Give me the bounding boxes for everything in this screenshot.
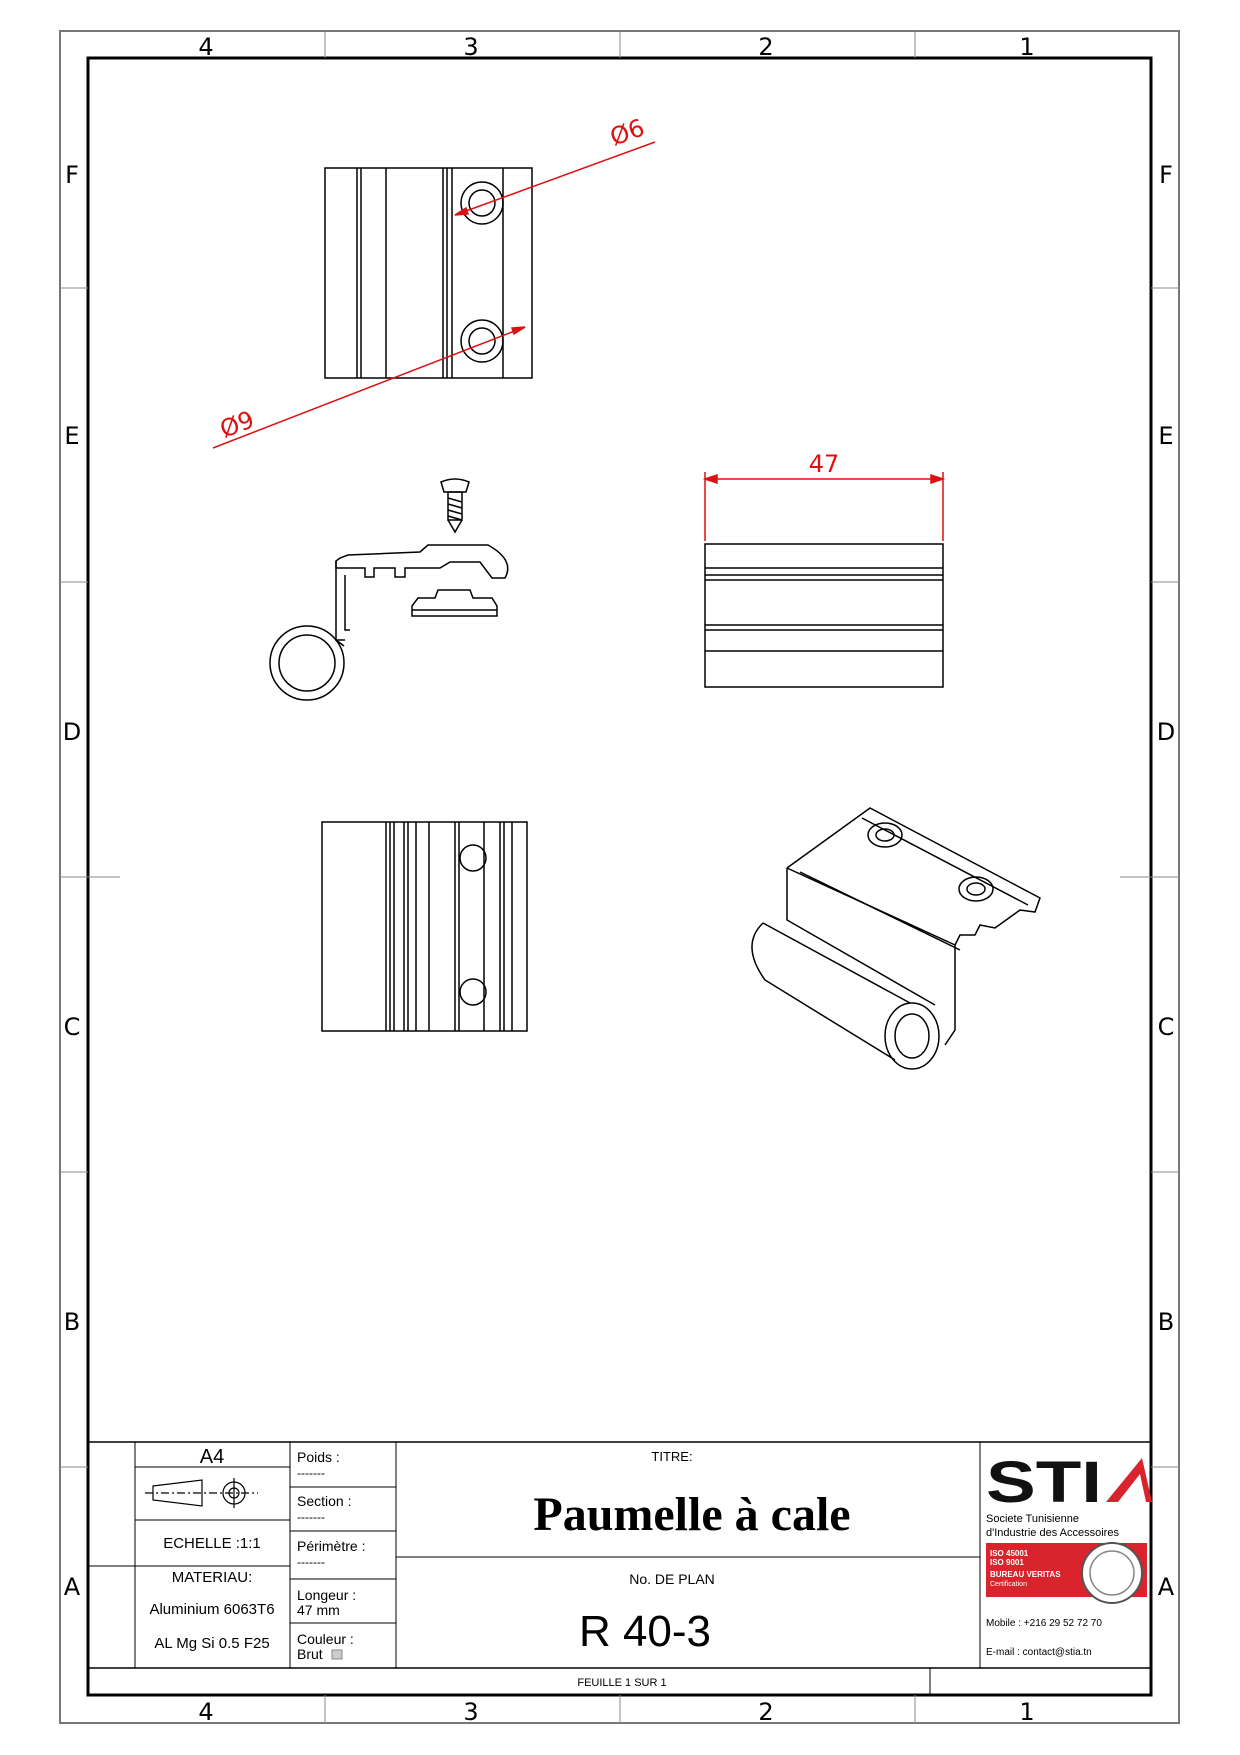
company-block	[986, 1450, 1152, 1658]
zone-row-left-b: B	[63, 1308, 81, 1336]
top-view	[325, 168, 532, 378]
zone-row-left-e: E	[64, 422, 80, 450]
zone-row-right-c: C	[1157, 1013, 1175, 1041]
company-mobile: Mobile : +216 29 52 72 70	[986, 1618, 1102, 1629]
length-label: Longeur :	[297, 1587, 357, 1603]
plan-number-label: No. DE PLAN	[629, 1571, 715, 1587]
section-label: Section :	[297, 1493, 352, 1509]
company-logo: STI	[986, 1450, 1102, 1515]
zone-row-left-a: A	[63, 1573, 81, 1601]
cert-line-4: Certification	[990, 1581, 1027, 1588]
length-dimension	[705, 472, 943, 541]
bureau-veritas-seal-icon	[1082, 1543, 1142, 1603]
format-label: A4	[199, 1446, 225, 1468]
dim-length: 47	[808, 450, 840, 478]
projection-symbol	[145, 1478, 258, 1508]
zone-row-right-e: E	[1158, 422, 1174, 450]
sheet-count: FEUILLE 1 SUR 1	[577, 1677, 667, 1689]
zone-col-top-3: 3	[463, 33, 479, 61]
isometric-view	[752, 808, 1040, 1069]
scale-label: ECHELLE :1:1	[163, 1535, 261, 1552]
zone-row-right-f: F	[1159, 161, 1173, 189]
company-name-line-1: Societe Tunisienne	[986, 1513, 1079, 1525]
company-email: E-mail : contact@stia.tn	[986, 1647, 1092, 1658]
color-value: Brut	[297, 1646, 323, 1662]
cert-line-3: BUREAU VERITAS	[990, 1570, 1061, 1579]
perimeter-value: -------	[297, 1555, 325, 1569]
zone-col-top-1: 1	[1019, 33, 1035, 61]
hole-dimensions	[213, 142, 655, 448]
company-name-line-2: d'Industrie des Accessoires	[986, 1527, 1119, 1539]
weight-label: Poids :	[297, 1449, 340, 1465]
zone-col-bottom-2: 2	[758, 1698, 774, 1726]
plan-number: R 40-3	[578, 1607, 712, 1656]
drawing-title: Paumelle à cale	[533, 1488, 851, 1541]
material-value-2: AL Mg Si 0.5 F25	[154, 1635, 270, 1652]
section-value: -------	[297, 1510, 325, 1524]
length-value: 47 mm	[297, 1602, 340, 1618]
zone-col-bottom-3: 3	[463, 1698, 479, 1726]
zone-col-top-2: 2	[758, 33, 774, 61]
zone-row-right-a: A	[1157, 1573, 1175, 1601]
zone-row-right-d: D	[1156, 718, 1176, 746]
zone-row-left-f: F	[65, 161, 79, 189]
zone-col-top-4: 4	[198, 33, 214, 61]
side-view	[705, 544, 943, 687]
material-label: MATERIAU:	[171, 1569, 253, 1586]
color-label: Couleur :	[297, 1631, 354, 1647]
zone-col-bottom-4: 4	[198, 1698, 214, 1726]
profile-view	[270, 479, 508, 700]
zone-col-bottom-1: 1	[1019, 1698, 1035, 1726]
color-swatch	[332, 1650, 342, 1659]
dim-hole-small: Ø6	[606, 113, 649, 152]
cert-line-2: ISO 9001	[990, 1558, 1024, 1567]
zone-row-right-b: B	[1157, 1308, 1175, 1336]
cert-line-1: ISO 45001	[990, 1549, 1029, 1558]
dim-hole-large: Ø9	[216, 405, 259, 444]
weight-value: -------	[297, 1466, 325, 1480]
material-value-1: Aluminium 6063T6	[149, 1601, 275, 1618]
front-view	[322, 822, 527, 1031]
title-label: TITRE:	[651, 1449, 693, 1464]
perimeter-label: Périmètre :	[297, 1538, 366, 1554]
zone-row-left-c: C	[63, 1013, 81, 1041]
zone-row-left-d: D	[62, 718, 82, 746]
